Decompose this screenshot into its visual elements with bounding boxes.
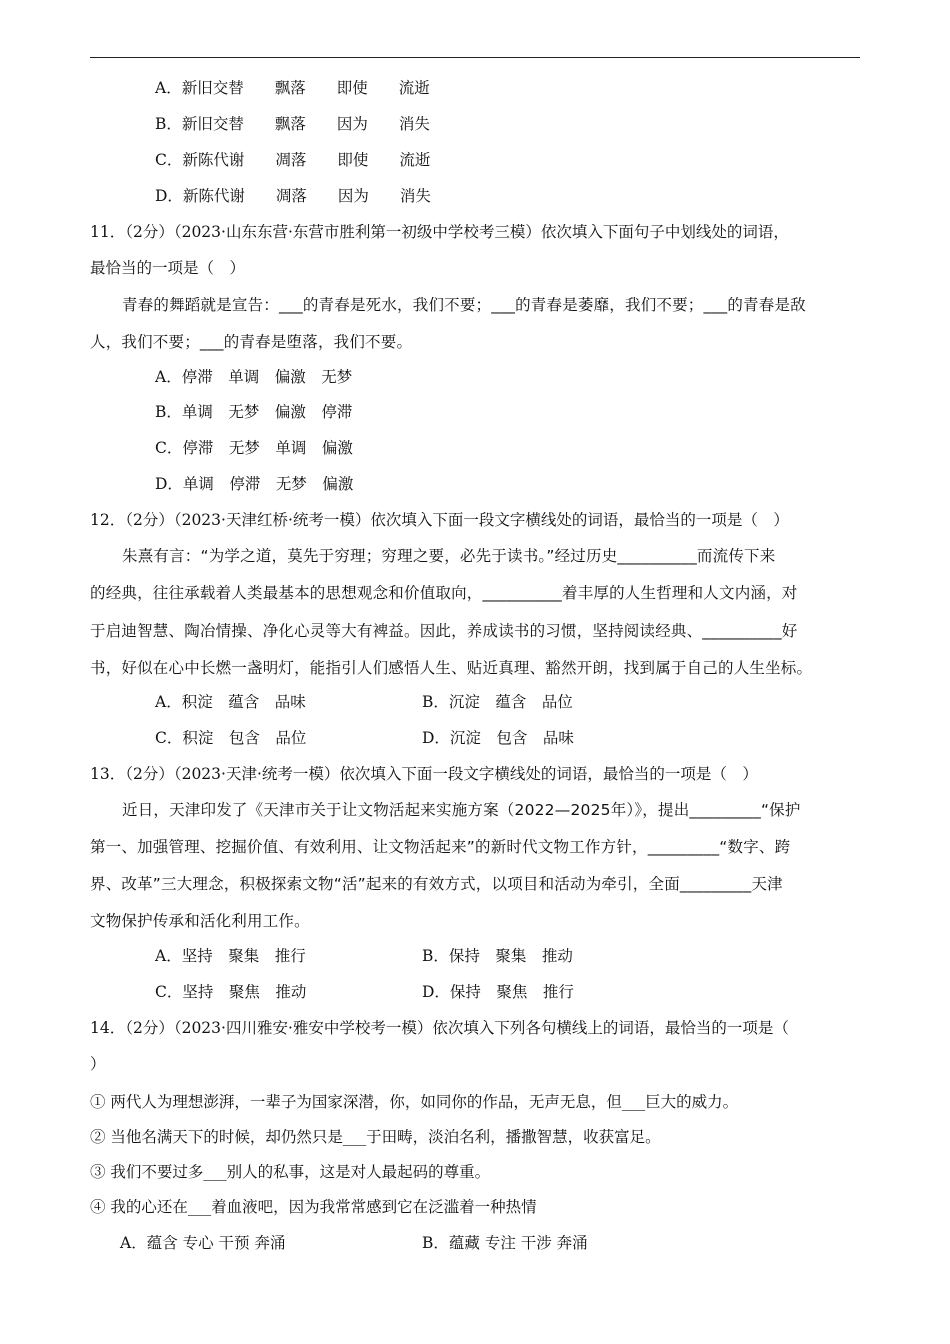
q13-passage-1: 近日，天津印发了《天津市关于让文物活起来实施方案（2022—2025年）》，提出_________“保护: [122, 801, 801, 819]
q11-passage: 青春的舞蹈就是宣告：___的青春是死水，我们不要；___的青春是萎靡，我们不要；___的青春是敌: [122, 296, 806, 314]
q12-option-c[interactable]: C．积淀 包含 品位: [155, 729, 307, 747]
header-rule: [90, 57, 860, 58]
q12-option-d[interactable]: D．沉淀 包含 品味: [422, 729, 574, 747]
q12-passage-4: 书，好似在心中长燃一盏明灯，能指引人们感悟人生、贴近真理、豁然开朗，找到属于自己的人生坐标。: [90, 659, 813, 677]
q14-option-b[interactable]: B．蕴藏 专注 干涉 奔涌: [422, 1234, 588, 1252]
q12-option-b[interactable]: B．沉淀 蕴含 品位: [422, 693, 573, 711]
q13-passage-4: 文物保护传承和活化利用工作。: [90, 912, 310, 930]
q11-passage-cont: 人，我们不要；___的青春是堕落，我们不要。: [90, 333, 413, 351]
q13-passage-2: 第一、加强管理、挖掘价值、有效利用、让文物活起来”的新时代文物工作方针，_________“数字、跨: [90, 838, 791, 856]
q13-option-b[interactable]: B．保持 聚集 推动: [422, 947, 573, 965]
q13-option-c[interactable]: C．坚持 聚焦 推动: [155, 983, 307, 1001]
q11-option-c[interactable]: C．停滞 无梦 单调 偏激: [155, 439, 353, 457]
q14-sentence-4: ④ 我的心还在___着血液吧，因为我常常感到它在泛滥着一种热情: [90, 1198, 537, 1216]
q10-option-d[interactable]: D．新陈代谢 凋落 因为 消失: [155, 187, 431, 205]
q14-stem: 14．（2分）（2023·四川雅安·雅安中学校考一模）依次填入下列各句横线上的词语，最恰当的一项是（: [90, 1019, 789, 1037]
q11-stem-cont: 最恰当的一项是（ ）: [90, 259, 246, 277]
q11-option-a[interactable]: A．停滞 单调 偏激 无梦: [155, 368, 353, 386]
q10-option-c[interactable]: C．新陈代谢 凋落 即使 流逝: [155, 151, 431, 169]
q14-stem-cont: ）: [90, 1055, 106, 1073]
q12-option-a[interactable]: A．积淀 蕴含 品味: [155, 693, 306, 711]
q10-option-a[interactable]: A．新旧交替 飘落 即使 流逝: [155, 79, 430, 97]
q13-stem: 13．（2分）（2023·天津·统考一模）依次填入下面一段文字横线处的词语，最恰当的一项是（ ）: [90, 765, 758, 783]
q13-option-d[interactable]: D．保持 聚焦 推行: [422, 983, 574, 1001]
q11-option-b[interactable]: B．单调 无梦 偏激 停滞: [155, 403, 353, 421]
q12-passage-1: 朱熹有言：“为学之道，莫先于穷理；穷理之要，必先于读书。”经过历史__________而流传下来: [122, 547, 776, 565]
q12-passage-2: 的经典，往往承载着人类最基本的思想观念和价值取向，__________着丰厚的人生哲理和人文内涵，对: [90, 584, 798, 602]
q12-passage-3: 于启迪智慧、陶冶情操、净化心灵等大有裨益。因此，养成读书的习惯，坚持阅读经典、__________好: [90, 622, 798, 640]
q12-stem: 12．（2分）（2023·天津红桥·统考一模）依次填入下面一段文字横线处的词语，最恰当的一项是（ ）: [90, 511, 789, 529]
q14-sentence-3: ③ 我们不要过多___别人的私事，这是对人最起码的尊重。: [90, 1163, 491, 1181]
q13-option-a[interactable]: A．坚持 聚集 推行: [155, 947, 306, 965]
q11-stem: 11．（2分）（2023·山东东营·东营市胜利第一初级中学校考三模）依次填入下面句子中划线处的词语，: [90, 223, 789, 241]
q14-sentence-2: ② 当他名满天下的时候，却仍然只是___于田畴，淡泊名利，播撒智慧，收获富足。: [90, 1128, 661, 1146]
q10-option-b[interactable]: B．新旧交替 飘落 因为 消失: [155, 115, 430, 133]
q11-option-d[interactable]: D．单调 停滞 无梦 偏激: [155, 475, 354, 493]
q14-sentence-1: ① 两代人为理想澎湃，一辈子为国家深潜，你，如同你的作品，无声无息，但___巨大的威力。: [90, 1093, 739, 1111]
q13-passage-3: 界、改革”三大理念，积极探索文物“活”起来的有效方式，以项目和活动为牵引，全面_________天津: [90, 875, 783, 893]
q14-option-a[interactable]: A．蕴含 专心 干预 奔涌: [120, 1234, 286, 1252]
